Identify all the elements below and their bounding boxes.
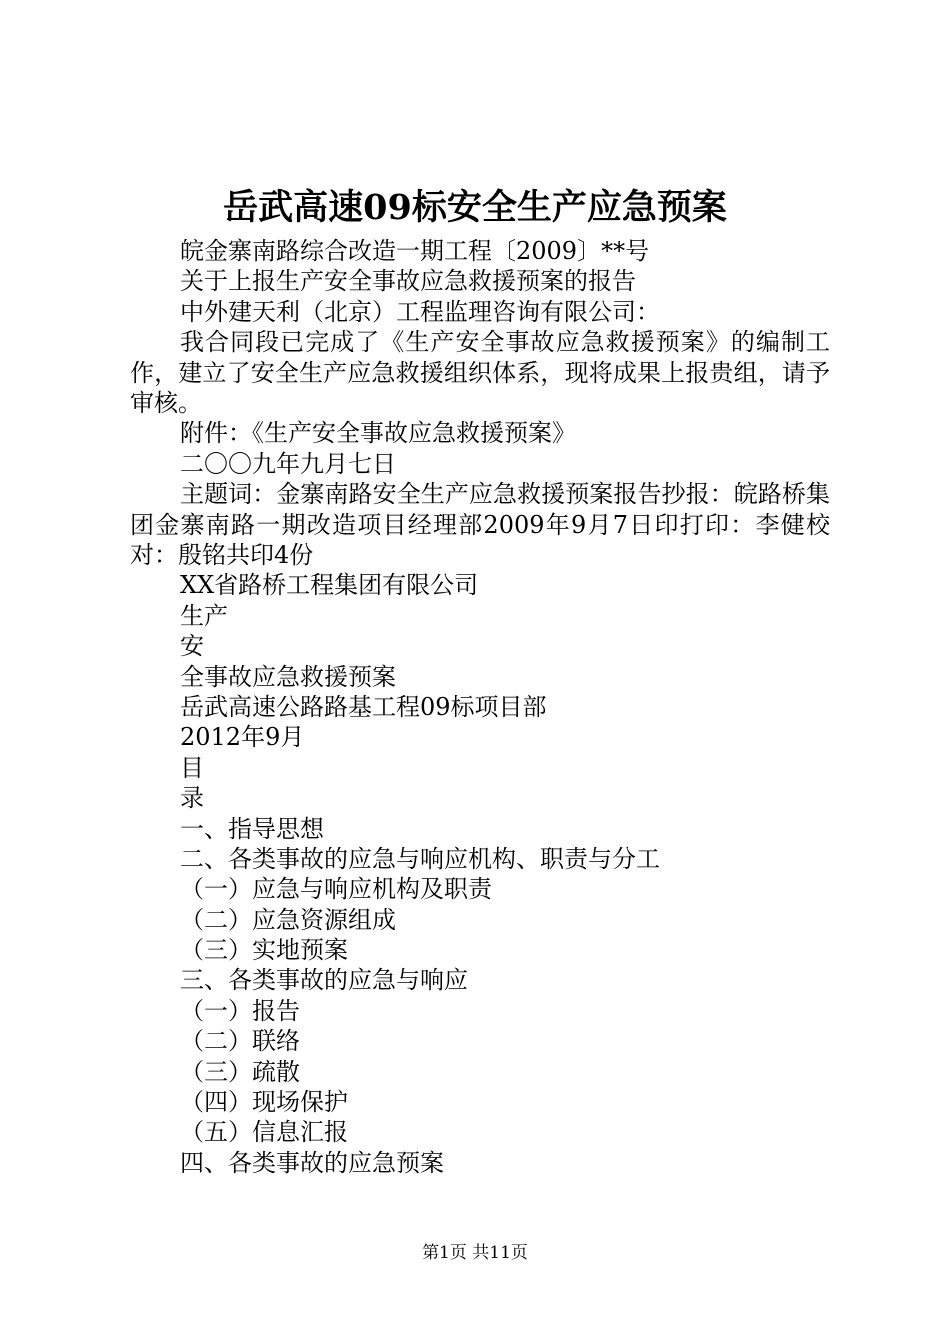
report-subject-line: 关于上报生产安全事故应急救援预案的报告 <box>180 267 636 296</box>
toc-item: 一、指导思想 <box>180 814 324 843</box>
toc-item: 二、各类事故的应急与响应机构、职责与分工 <box>180 844 660 873</box>
document-body <box>130 236 830 1178</box>
company-name-line: XX省路桥工程集团有限公司 <box>180 571 479 600</box>
toc-item: （二）联络 <box>180 1027 300 1056</box>
cover-text-line: 安 <box>180 632 204 661</box>
toc-item: （一）报告 <box>180 996 300 1025</box>
toc-item: 四、各类事故的应急预案 <box>180 1148 444 1177</box>
toc-item: 三、各类事故的应急与响应 <box>180 966 468 995</box>
attachment-line: 附件：《生产安全事故应急救援预案》 <box>180 419 576 448</box>
doc-number-line: 皖金寨南路综合改造一期工程〔2009〕**号 <box>180 237 650 265</box>
toc-heading: 录 <box>180 784 204 813</box>
recipient-line: 中外建天利（北京）工程监理咨询有限公司： <box>180 297 660 326</box>
date-line: 二〇〇九年九月七日 <box>180 449 396 478</box>
page-footer: 第1页 共11页 <box>422 1243 528 1263</box>
toc-item: （五）信息汇报 <box>180 1118 348 1147</box>
keywords-paragraph: 主题词：金寨南路安全生产应急救援预案报告抄报：皖路桥集团金寨南路一期改造项目经理部2009年9月7日印打印：李健校对：殷铭共印4份 <box>130 480 830 569</box>
toc-item: （三）疏散 <box>180 1057 300 1086</box>
cover-date-line: 2012年9月 <box>180 723 305 752</box>
toc-heading: 目 <box>180 753 204 782</box>
cover-text-line: 全事故应急救援预案 <box>180 662 396 691</box>
project-dept-line: 岳武高速公路路基工程09标项目部 <box>180 692 547 721</box>
document-title: 岳武高速09标安全生产应急预案 <box>223 187 727 228</box>
toc-item: （一）应急与响应机构及职责 <box>180 875 492 904</box>
body-paragraph: 我合同段已完成了《生产安全事故应急救援预案》的编制工作，建立了安全生产应急救援组织体系，现将成果上报贵组，请予审核。 <box>130 328 830 417</box>
cover-text-line: 生产 <box>180 601 228 630</box>
toc-item: （四）现场保护 <box>180 1088 348 1117</box>
toc-item: （二）应急资源组成 <box>180 905 396 934</box>
toc-item: （三）实地预案 <box>180 936 348 965</box>
